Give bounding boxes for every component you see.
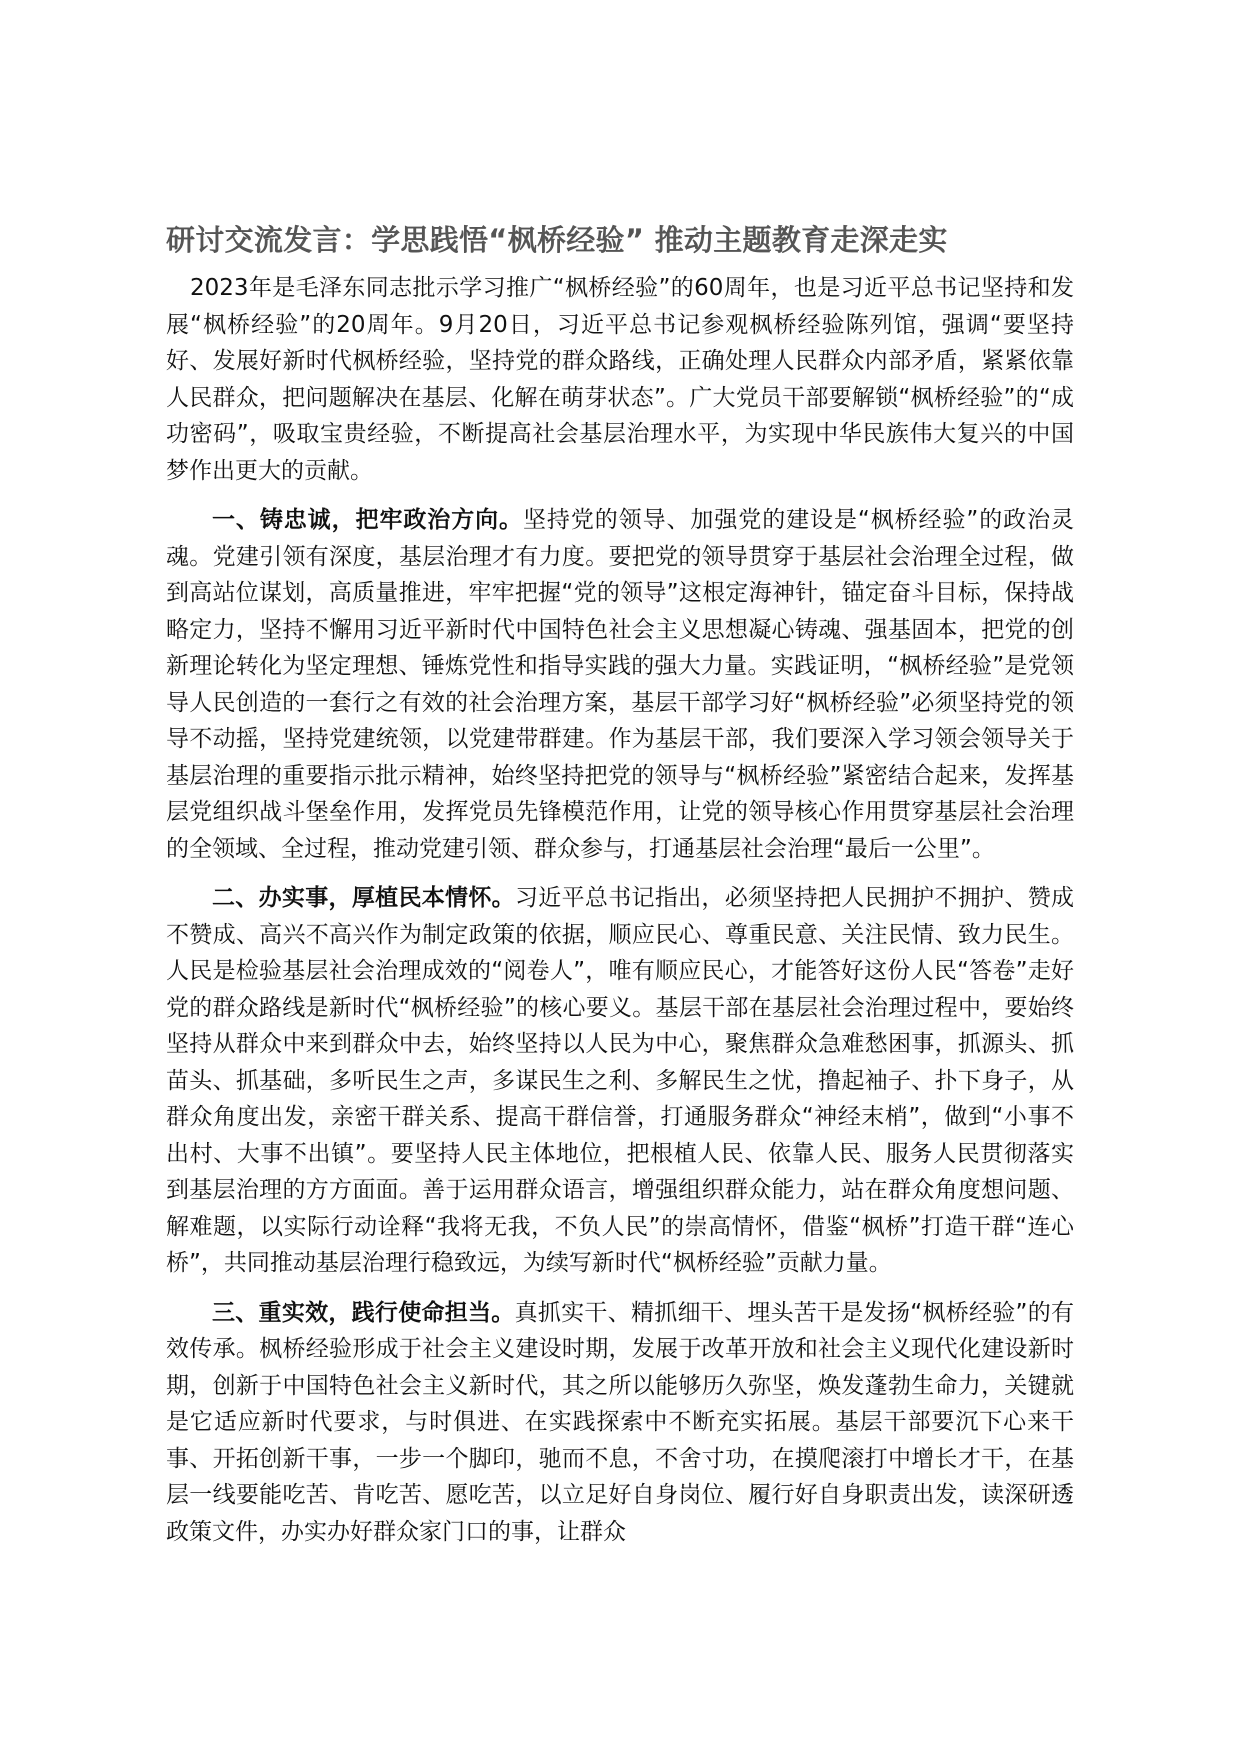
document-page: [166, 218, 1074, 1550]
section-heading-2: 二、办实事，厚植民本情怀。: [212, 885, 515, 911]
section-paragraph-3: [166, 1295, 1074, 1551]
section-body-3: 真抓实干、精抓细干、埋头苦干是发扬“枫桥经验”的有效传承。枫桥经验形成于社会主义建设时期，发展于改革开放和社会主义现代化建设新时期，创新于中国特色社会主义新时代，其之所以能够历久弥坚，焕发蓬勃生命力，关键就是它适应新时代要求，与时俱进、在实践探索中不断充实拓展。基层干部要沉下心来干事、开拓创新干事，一步一个脚印，驰而不息，不舍寸功，在摸爬滚打中增长才干，在基层一线要能吃苦、肯吃苦、愿吃苦，以立足好自身岗位、履行好自身职责出发，读深研透政策文件，办实办好群众家门口的事，让群众: [166, 1299, 1074, 1545]
document-title: 研讨交流发言：学思践悟“枫桥经验” 推动主题教育走深走实: [166, 223, 948, 257]
section-heading-1: 一、铸忠诚，把牢政治方向。: [212, 507, 523, 533]
section-body-2: 习近平总书记指出，必须坚持把人民拥护不拥护、赞成不赞成、高兴不高兴作为制定政策的依据，顺应民心、尊重民意、关注民情、致力民生。人民是检验基层社会治理成效的“阅卷人”，唯有顺应民心，才能答好这份人民“答卷”走好党的群众路线是新时代“枫桥经验”的核心要义。基层干部在基层社会治理过程中，要始终坚持从群众中来到群众中去，始终坚持以人民为中心，聚焦群众急难愁困事，抓源头、抓苗头、抓基础，多听民生之声，多谋民生之利、多解民生之忧，撸起袖子、扑下身子，从群众角度出发，亲密干群关系、提高干群信誉，打通服务群众“神经末梢”，做到“小事不出村、大事不出镇”。要坚持人民主体地位，把根植人民、依靠人民、服务人民贯彻落实到基层治理的方方面面。善于运用群众语言，增强组织群众能力，站在群众角度想问题、解难题，以实际行动诠释“我将无我，不负人民”的崇高情怀，借鉴“枫桥”打造干群“连心桥”，共同推动基层治理行稳致远，为续写新时代“枫桥经验”贡献力量。: [166, 885, 1075, 1276]
section-paragraph-2: [166, 880, 1074, 1282]
section-body-1: 坚持党的领导、加强党的建设是“枫桥经验”的政治灵魂。党建引领有深度，基层治理才有力度。要把党的领导贯穿于基层社会治理全过程，做到高站位谋划，高质量推进，牢牢把握“党的领导”这根定海神针，锚定奋斗目标，保持战略定力，坚持不懈用习近平新时代中国特色社会主义思想凝心铸魂、强基固本，把党的创新理论转化为坚定理想、锤炼党性和指导实践的强大力量。实践证明，“枫桥经验”是党领导人民创造的一套行之有效的社会治理方案，基层干部学习好“枫桥经验”必须坚持党的领导不动摇，坚持党建统领，以党建带群建。作为基层干部，我们要深入学习领会领导关于基层治理的重要指示批示精神，始终坚持把党的领导与“枫桥经验”紧密结合起来，发挥基层党组织战斗堡垒作用，发挥党员先锋模范作用，让党的领导核心作用贯穿基层社会治理的全领域、全过程，推动党建引领、群众参与，打通基层社会治理“最后一公里”。: [166, 507, 1074, 862]
section-heading-3: 三、重实效，践行使命担当。: [212, 1299, 515, 1326]
intro-paragraph: 2023年是毛泽东同志批示学习推广“枫桥经验”的60周年，也是习近平总书记坚持和发展“枫桥经验”的20周年。9月20日，习近平总书记参观枫桥经验陈列馆，强调“要坚持好、发展好新时代枫桥经验，坚持党的群众路线，正确处理人民群众内部矛盾，紧紧依靠人民群众，把问题解决在基层、化解在萌芽状态”。广大党员干部要解锁“枫桥经验”的“成功密码”，吸取宝贵经验，不断提高社会基层治理水平，为实现中华民族伟大复兴的中国梦作出更大的贡献。: [166, 275, 1074, 484]
section-paragraph-1: [166, 502, 1074, 867]
